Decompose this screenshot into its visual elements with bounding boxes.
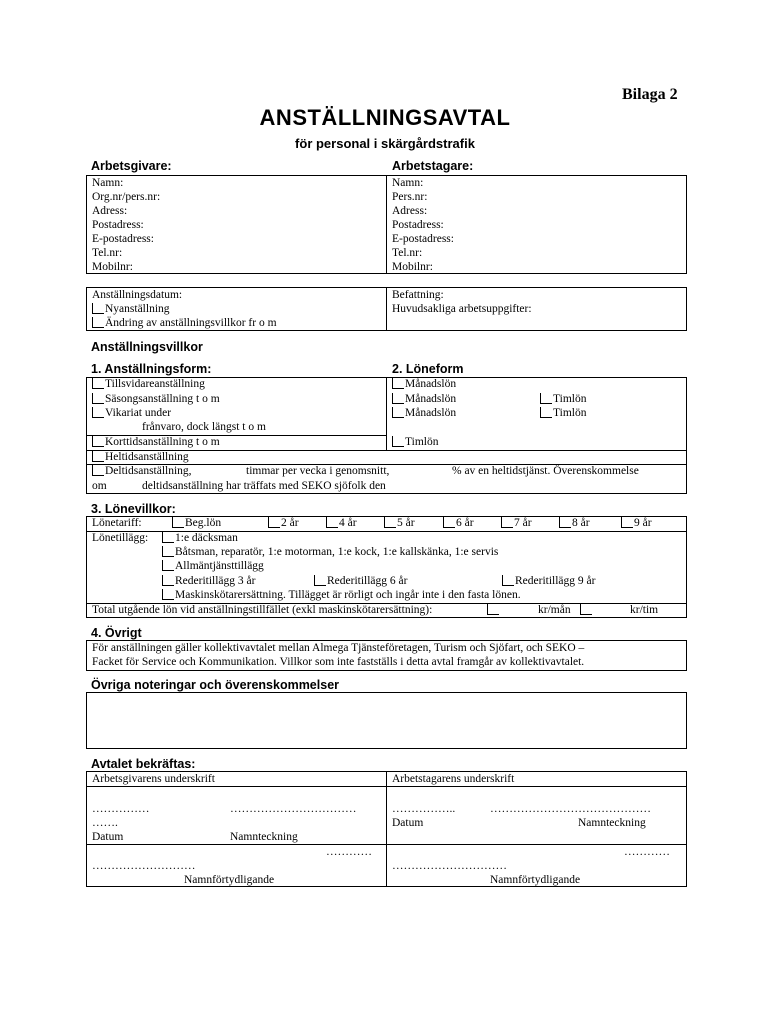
employer-heading: Arbetsgivare: (91, 159, 172, 173)
change-option[interactable]: Ändring av anställningsvillkor fr o m (92, 316, 277, 330)
other-line-1: För anställningen gäller kollektivavtalet mellan Almega Tjänsteföretagen, Turism och Sjöfart, och SEKO – (92, 642, 585, 654)
shipowner-9-option[interactable]: Rederitillägg 9 år (502, 574, 595, 588)
employee-address-field[interactable]: Adress: (392, 205, 428, 217)
tariff-2[interactable]: 2 år (268, 516, 299, 530)
hourly-amount-field[interactable] (580, 604, 592, 615)
substitute-option[interactable]: Vikariat under (92, 406, 171, 420)
employer-signature-label: Arbetsgivarens underskrift (92, 773, 215, 785)
employer-mobile-field[interactable]: Mobilnr: (92, 261, 133, 273)
shipowner-3-option[interactable]: Rederitillägg 3 år (162, 574, 255, 588)
tariff-8-checkbox[interactable] (559, 517, 571, 528)
shipowner-6-checkbox[interactable] (314, 575, 326, 586)
salary-form-heading: 2. Löneform (392, 362, 464, 376)
employer-phone-field[interactable]: Tel.nr: (92, 247, 123, 259)
deckhand-checkbox[interactable] (162, 532, 174, 543)
employment-date-field[interactable]: Anställningsdatum: (92, 289, 183, 301)
hourly-checkbox-2[interactable] (540, 393, 552, 404)
employee-email-field[interactable]: E-postadress: (392, 233, 454, 245)
machinist-checkbox[interactable] (162, 589, 174, 600)
employer-name-line-end: ………… (326, 846, 372, 858)
employee-date-line[interactable]: …………….. (392, 803, 456, 815)
notes-field[interactable] (86, 692, 687, 749)
seasonal-checkbox[interactable] (92, 393, 104, 404)
permanent-option[interactable]: Tillsvidareanställning (92, 377, 205, 391)
tariff-beg[interactable]: Beg.lön (172, 516, 221, 530)
machinist-option[interactable]: Maskinskötarersättning. Tillägget är rörligt och ingår inte i den fasta lönen. (162, 588, 521, 602)
employee-signature-label: Arbetstagarens underskrift (392, 773, 515, 785)
hourly-option-2[interactable]: Timlön (540, 392, 586, 406)
monthly-amount-field[interactable] (487, 604, 499, 615)
tariff-5[interactable]: 5 år (384, 516, 415, 530)
employee-name-line-end: ………… (624, 846, 670, 858)
per-month-label: kr/mån (538, 604, 571, 616)
total-salary-label: Total utgående lön vid anställningstillfället (exkl maskinskötarersättning): (92, 604, 433, 616)
short-term-checkbox[interactable] (92, 436, 104, 447)
employment-form-heading: 1. Anställningsform: (91, 362, 212, 376)
employee-signature-caption: Namnteckning (578, 817, 646, 829)
monthly-option-1[interactable]: Månadslön (392, 377, 456, 391)
hourly-option-3[interactable]: Timlön (540, 406, 586, 420)
part-time-option[interactable]: Deltidsanställning, (92, 464, 192, 478)
substitute-checkbox[interactable] (92, 407, 104, 418)
monthly-option-3[interactable]: Månadslön (392, 406, 456, 420)
percent-label: % av en heltidstjänst. Överenskommelse (452, 465, 639, 477)
appendix-label: Bilaga 2 (622, 86, 678, 103)
employee-fields (392, 176, 454, 274)
employer-date-line[interactable]: …………… (92, 803, 150, 815)
boatswain-option[interactable]: Båtsman, reparatör, 1:e motorman, 1:e kock, 1:e kallskänka, 1:e servis (162, 545, 498, 559)
supplement-label: Lönetillägg: (92, 532, 149, 544)
hours-label: timmar per vecka i genomsnitt, (246, 465, 390, 477)
other-heading: 4. Övrigt (91, 626, 142, 640)
document-subtitle: för personal i skärgårdstrafik (295, 136, 475, 151)
monthly-option-2[interactable]: Månadslön (392, 392, 456, 406)
tariff-label: Lönetariff: (92, 517, 142, 529)
boatswain-checkbox[interactable] (162, 546, 174, 557)
per-hour-label: kr/tim (630, 604, 659, 616)
deckhand-option[interactable]: 1:e däcksman (162, 531, 238, 545)
change-checkbox[interactable] (92, 317, 104, 328)
employee-signature-line[interactable]: …………………………………… (490, 803, 651, 815)
confirmation-heading: Avtalet bekräftas: (91, 757, 196, 771)
tariff-4-checkbox[interactable] (326, 517, 338, 528)
hourly-option-4[interactable]: Timlön (392, 435, 438, 449)
tariff-6[interactable]: 6 år (443, 516, 474, 530)
general-checkbox[interactable] (162, 560, 174, 571)
employee-persnr-field[interactable]: Pers.nr: (392, 191, 428, 203)
tariff-2-checkbox[interactable] (268, 517, 280, 528)
part-time-checkbox[interactable] (92, 465, 104, 476)
employer-address-field[interactable]: Adress: (92, 205, 128, 217)
tariff-9[interactable]: 9 år (621, 516, 652, 530)
employee-name-line[interactable]: ………………………… (392, 860, 507, 872)
employer-fields (92, 176, 160, 274)
employer-name-field[interactable]: Namn: (92, 177, 124, 189)
other-line-2: Facket för Service och Kommunikation. Villkor som inte fastställs i detta avtal framgår av kollektivavtalet. (92, 656, 585, 668)
monthly-checkbox-1[interactable] (392, 378, 404, 389)
absence-label: frånvaro, dock längst t o m (142, 421, 266, 433)
new-hire-option[interactable]: Nyanställning (92, 302, 170, 316)
employer-date-line-cont: ……. (92, 817, 118, 829)
employer-email-field[interactable]: E-postadress: (92, 233, 154, 245)
tariff-4[interactable]: 4 år (326, 516, 357, 530)
employer-name-caption: Namnförtydligande (184, 874, 275, 886)
salary-heading: 3. Lönevillkor: (91, 502, 176, 516)
employee-date-label: Datum (392, 817, 424, 829)
notes-heading: Övriga noteringar och överenskommelser (91, 678, 340, 692)
short-term-option[interactable]: Korttidsanställning t o m (92, 435, 220, 449)
seasonal-option[interactable]: Säsongsanställning t o m (92, 392, 220, 406)
hourly-checkbox-3[interactable] (540, 407, 552, 418)
employer-signature-line[interactable]: …………………………… (230, 803, 357, 815)
part-time-note: deltidsanställning har träffats med SEKO sjöfolk den (142, 480, 386, 492)
employer-name-line[interactable]: ……………………… (92, 860, 196, 872)
employer-signature-caption: Namnteckning (230, 831, 298, 843)
tariff-beg-checkbox[interactable] (172, 517, 184, 528)
full-time-option[interactable]: Heltidsanställning (92, 450, 189, 464)
general-option[interactable]: Allmäntjänsttillägg (162, 559, 264, 573)
employee-postal-field[interactable]: Postadress: (392, 219, 444, 231)
employer-postal-field[interactable]: Postadress: (92, 219, 144, 231)
employee-phone-field[interactable]: Tel.nr: (392, 247, 423, 259)
employee-name-caption: Namnförtydligande (490, 874, 581, 886)
new-hire-checkbox[interactable] (92, 303, 104, 314)
tariff-7[interactable]: 7 år (501, 516, 532, 530)
tasks-field[interactable]: Huvudsakliga arbetsuppgifter: (392, 303, 532, 315)
permanent-checkbox[interactable] (92, 378, 104, 389)
employee-name-field[interactable]: Namn: (392, 177, 424, 189)
employee-mobile-field[interactable]: Mobilnr: (392, 261, 433, 273)
employer-date-label: Datum (92, 831, 124, 843)
shipowner-3-checkbox[interactable] (162, 575, 174, 586)
employee-heading: Arbetstagare: (392, 159, 474, 173)
employer-orgnr-field[interactable]: Org.nr/pers.nr: (92, 191, 161, 203)
tariff-9-checkbox[interactable] (621, 517, 633, 528)
tariff-5-checkbox[interactable] (384, 517, 396, 528)
monthly-checkbox-3[interactable] (392, 407, 404, 418)
tariff-7-checkbox[interactable] (501, 517, 513, 528)
tariff-6-checkbox[interactable] (443, 517, 455, 528)
conditions-heading: Anställningsvillkor (91, 340, 203, 354)
monthly-checkbox-2[interactable] (392, 393, 404, 404)
document-title: ANSTÄLLNINGSAVTAL (259, 105, 511, 130)
shipowner-6-option[interactable]: Rederitillägg 6 år (314, 574, 407, 588)
full-time-checkbox[interactable] (92, 451, 104, 462)
position-field[interactable]: Befattning: (392, 289, 444, 301)
hourly-checkbox-4[interactable] (392, 436, 404, 447)
shipowner-9-checkbox[interactable] (502, 575, 514, 586)
om-label: om (92, 480, 107, 492)
tariff-8[interactable]: 8 år (559, 516, 590, 530)
